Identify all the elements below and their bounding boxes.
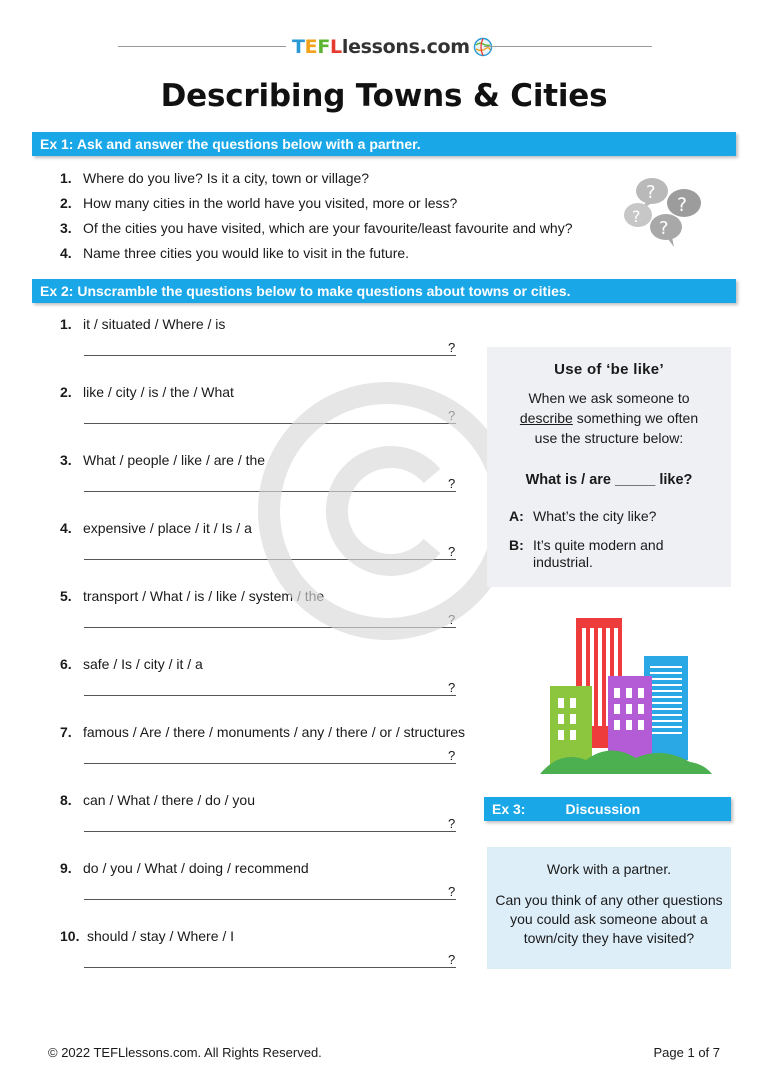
list-item <box>60 452 500 491</box>
be-like-info-box <box>487 347 731 587</box>
ex1-heading: Ex 1: Ask and answer the questions below with a partner. <box>32 132 736 156</box>
question-mark: ? <box>448 884 456 899</box>
item-number: 1. <box>60 170 72 186</box>
question-mark: ? <box>448 544 456 559</box>
list-item <box>60 170 620 195</box>
dialogue-line-b <box>509 537 713 571</box>
logo-letter: E <box>304 36 318 58</box>
item-text: like / city / is / the / What <box>83 384 234 400</box>
question-mark: ? <box>448 612 456 627</box>
logo-letter: L <box>330 36 342 58</box>
item-number: 3. <box>60 220 72 236</box>
ex3-label: Ex 3: <box>492 801 526 817</box>
item-text: Where do you live? Is it a city, town or village? <box>83 170 370 186</box>
site-logo <box>292 34 493 60</box>
discussion-instruction: Work with a partner. <box>546 861 672 877</box>
underlined-word: describe <box>519 410 573 426</box>
ex3-heading <box>484 797 731 821</box>
be-like-line-1: When we ask someone to <box>528 390 690 406</box>
ex3-title: Discussion <box>565 801 641 817</box>
list-item <box>60 588 500 627</box>
question-mark: ? <box>448 340 456 355</box>
item-text: it / situated / Where / is <box>83 316 226 332</box>
item-text: transport / What / is / like / system / the <box>83 588 325 604</box>
item-text: should / stay / Where / I <box>87 928 235 944</box>
svg-text:?: ? <box>659 218 669 239</box>
answer-line[interactable] <box>84 344 456 356</box>
list-item <box>60 656 500 695</box>
item-text: safe / Is / city / it / a <box>83 656 203 672</box>
footer-page-number: Page 1 of 7 <box>653 1045 720 1060</box>
item-number: 9. <box>60 860 72 876</box>
item-number: 10. <box>60 928 80 944</box>
header-rule-right <box>484 46 652 47</box>
item-number: 6. <box>60 656 72 672</box>
answer-line[interactable] <box>84 820 456 832</box>
answer-line[interactable] <box>84 412 456 424</box>
speech-bubbles-icon <box>620 175 706 249</box>
header-logo-row <box>0 34 768 60</box>
list-item <box>60 316 500 355</box>
header-rule-left <box>118 46 286 47</box>
item-number: 2. <box>60 384 72 400</box>
speaker-label: B: <box>509 537 524 553</box>
item-text: do / you / What / doing / recommend <box>83 860 309 876</box>
be-like-title: Use of ‘be like’ <box>554 361 664 378</box>
answer-line[interactable] <box>84 888 456 900</box>
svg-text:?: ? <box>632 207 641 226</box>
globe-icon <box>473 37 493 57</box>
logo-letter: F <box>317 36 331 58</box>
question-mark: ? <box>448 748 456 763</box>
answer-line[interactable] <box>84 684 456 696</box>
answer-line[interactable] <box>84 616 456 628</box>
be-like-line-3: use the structure below: <box>534 430 684 446</box>
item-text: What / people / like / are / the <box>83 452 266 468</box>
list-item <box>60 860 500 899</box>
list-item <box>60 928 500 967</box>
item-text: expensive / place / it / Is / a <box>83 520 252 536</box>
dialogue-text: What’s the city like? <box>533 508 657 524</box>
be-like-line-2 <box>499 408 719 428</box>
question-mark: ? <box>448 408 456 423</box>
be-like-explanation <box>487 388 731 448</box>
logo-letter: T <box>292 36 305 58</box>
list-item <box>60 792 500 831</box>
answer-line[interactable] <box>84 548 456 560</box>
ex2-heading: Ex 2: Unscramble the questions below to make questions about towns or cities. <box>32 279 736 303</box>
list-item <box>60 195 620 220</box>
list-item <box>60 220 620 245</box>
item-number: 3. <box>60 452 72 468</box>
item-text: How many cities in the world have you visited, more or less? <box>83 195 458 211</box>
svg-text:?: ? <box>646 182 656 203</box>
item-number: 8. <box>60 792 72 808</box>
be-like-line-2-rest: something we often <box>572 410 699 426</box>
answer-line[interactable] <box>84 956 456 968</box>
speaker-label: A: <box>509 508 524 524</box>
dialogue-line-a <box>509 508 713 525</box>
logo-text: lessons.com <box>341 36 470 58</box>
dialogue-text: It’s quite modern and industrial. <box>533 537 664 570</box>
item-number: 5. <box>60 588 72 604</box>
item-number: 4. <box>60 520 72 536</box>
discussion-question: Can you think of any other questions you could ask someone about a town/city they have visited? <box>495 892 723 946</box>
svg-text:?: ? <box>677 194 688 216</box>
item-text: can / What / there / do / you <box>83 792 255 808</box>
item-number: 7. <box>60 724 72 740</box>
list-item <box>60 520 500 559</box>
question-mark: ? <box>448 952 456 967</box>
question-mark: ? <box>448 680 456 695</box>
answer-line[interactable] <box>84 752 456 764</box>
list-item <box>60 245 620 270</box>
be-like-structure: What is / are _____ like? <box>525 472 693 488</box>
discussion-box <box>487 847 731 969</box>
list-item <box>60 724 500 763</box>
ex1-question-list <box>60 170 620 270</box>
question-mark: ? <box>448 476 456 491</box>
item-text: Name three cities you would like to visit in the future. <box>83 245 410 261</box>
item-number: 4. <box>60 245 72 261</box>
city-buildings-illustration <box>540 614 712 776</box>
page-title: Describing Towns & Cities <box>160 78 608 114</box>
list-item <box>60 384 500 423</box>
question-mark: ? <box>448 816 456 831</box>
footer-copyright: © 2022 TEFLlessons.com. All Rights Reserved. <box>48 1045 322 1060</box>
item-number: 2. <box>60 195 72 211</box>
item-text: famous / Are / there / monuments / any / there / or / structures <box>83 724 466 740</box>
answer-line[interactable] <box>84 480 456 492</box>
item-number: 1. <box>60 316 72 332</box>
item-text: Of the cities you have visited, which are your favourite/least favourite and why? <box>83 220 573 236</box>
